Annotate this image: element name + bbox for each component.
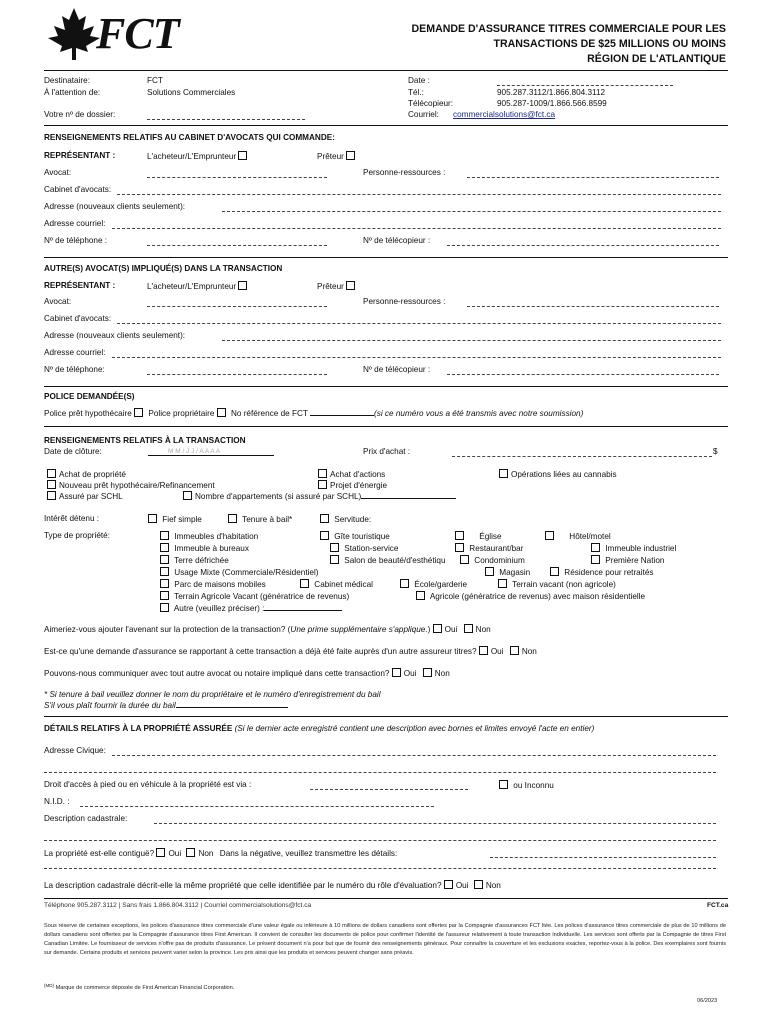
q-contact-other-yes-label: Oui — [403, 669, 417, 678]
price-currency: $ — [713, 447, 718, 456]
file-number-field[interactable] — [147, 119, 305, 120]
type-apartments-checkbox[interactable] — [183, 491, 192, 500]
s1-lawyer-label: Avocat: — [44, 168, 72, 177]
pt-condo[interactable] — [460, 555, 525, 565]
s1-email-field[interactable] — [112, 228, 721, 229]
q-prior-insurer-no-checkbox[interactable] — [510, 646, 519, 655]
type-refinance-checkbox[interactable] — [47, 480, 56, 489]
s1-rep-lender-label: Prêteur — [317, 152, 344, 161]
s1-rep-buyer-checkbox[interactable] — [238, 151, 247, 160]
contiguous-details-field[interactable] — [490, 857, 716, 858]
contiguous-question — [44, 848, 397, 858]
pt-store-checkbox[interactable] — [485, 567, 494, 576]
cadastral-field[interactable] — [154, 823, 716, 824]
access-field[interactable] — [310, 789, 468, 790]
title-line-1: DEMANDE D'ASSURANCE TITRES COMMERCIALE POUR LES — [411, 23, 726, 35]
pt-other-label: Autre (veuillez préciser) : — [173, 604, 265, 613]
type-purchase-checkbox[interactable] — [47, 469, 56, 478]
pt-office-label: Immeuble à bureaux — [174, 544, 249, 553]
q-endorsement-yes-label: Oui — [444, 625, 458, 634]
pt-school-label: École/garderie — [414, 580, 468, 589]
pt-school-checkbox[interactable] — [400, 579, 409, 588]
pt-mobile-home[interactable] — [160, 579, 266, 589]
cadastral-label: Description cadastrale: — [44, 814, 128, 823]
s2-contact-label: Personne-ressources : — [363, 297, 446, 306]
s1-phone-field[interactable] — [147, 245, 327, 246]
s2-rep-buyer-label: L'acheteur/L'Emprunteur — [147, 282, 237, 291]
pt-bnb-checkbox[interactable] — [320, 531, 329, 540]
pt-church-checkbox[interactable] — [455, 531, 464, 540]
pt-office[interactable] — [160, 543, 249, 553]
price-field[interactable] — [452, 456, 712, 457]
type-shares[interactable] — [318, 469, 385, 479]
footer-disclaimer: Sous réserve de certaines exceptions, les polices d'assurance titres commerciale d'une valeur égale ou inférieure à 10 millions de dollars canadiens sont offertes par la Compagnie d'assurances FCT ltée. Les polices d'assurance titres commerciale de plus de 10 millions de dollars canadiens sont offertes par la Compagnie d'assurance titres First American. Il convient de consulter les documents de police pour confirmer l'identité de l'assureur relativement à toute transaction individuelle. Les services sont offerts par la Compagnie de titres First Canadian Limitée. Le fournisseur de services n'offre pas de produits d'assurance. Le présent document n'a pour but que de fournir des renseignements généraux. Pour connaître la couverture et les exclusions exactes, reportez-vous à la police. Des exemplaires sont fournis sur demande. Certains produits et services peuvent varier selon la province. Les prix ainsi que les produits et services peuvent changer sans préavis. — [44, 923, 726, 956]
fax-label: Télécopieur: — [408, 99, 454, 108]
lease-note-2 — [44, 701, 288, 710]
pt-retirement-label: Résidence pour retraités — [564, 568, 654, 577]
pt-cleared-land-checkbox[interactable] — [160, 555, 169, 564]
pt-farm-house[interactable] — [416, 591, 645, 601]
interest-servitude-checkbox[interactable] — [320, 514, 329, 523]
pt-vacant-farm-label: Terrain Agricole Vacant (génératrice de revenus) — [174, 592, 350, 601]
apartments-count-field[interactable] — [361, 498, 456, 499]
interest-fee-simple[interactable] — [148, 514, 202, 524]
pt-residential-checkbox[interactable] — [160, 531, 169, 540]
trademark-mark: (MD) — [44, 983, 54, 988]
type-cannabis-label: Opérations liées au cannabis — [511, 470, 617, 479]
type-purchase-label: Achat de propriété — [59, 470, 126, 479]
s2-lawyer-label: Avocat: — [44, 297, 72, 306]
title-line-2: TRANSACTIONS DE $25 MILLIONS OU MOINS — [493, 38, 726, 50]
email-link[interactable]: commercialsolutions@fct.ca — [453, 110, 556, 119]
interest-lease[interactable] — [228, 514, 292, 524]
divider — [44, 386, 728, 387]
divider — [44, 125, 728, 126]
s2-address-field[interactable] — [222, 340, 721, 341]
fct-ref-note: (si ce numéro vous a été transmis avec notre soumission) — [374, 409, 584, 418]
access-unknown-checkbox[interactable] — [499, 780, 508, 789]
pt-restaurant-checkbox[interactable] — [455, 543, 464, 552]
pt-other[interactable] — [160, 603, 342, 613]
policy-owner-checkbox[interactable] — [217, 408, 226, 417]
footer-date: 06/2023 — [697, 998, 718, 1004]
pt-restaurant-label: Restaurant/bar — [469, 544, 524, 553]
pt-other-field[interactable] — [264, 610, 342, 611]
section1-heading: RENSEIGNEMENTS RELATIFS AU CABINET D'AVOCATS QUI COMMANDE: — [44, 133, 335, 142]
q-endorsement-note: Une prime supplémentaire s'applique. — [290, 625, 428, 634]
lease-term-field[interactable] — [176, 707, 288, 708]
divider — [44, 898, 728, 899]
q-endorsement-no-checkbox[interactable] — [464, 624, 473, 633]
q-contact-other — [44, 668, 450, 678]
lease-note-1: * Si tenure à bail veuillez donner le nom du propriétaire et le numéro d'enregistrement du bail — [44, 690, 381, 699]
attention-value: Solutions Commerciales — [147, 88, 236, 97]
s1-rep-label: REPRÉSENTANT : — [44, 151, 116, 160]
pt-church[interactable] — [455, 531, 502, 541]
s2-fax-field[interactable] — [447, 374, 719, 375]
q-prior-insurer-yes-checkbox[interactable] — [479, 646, 488, 655]
fct-logo — [46, 6, 206, 62]
email-label: Courriel: — [408, 110, 439, 119]
access-label: Droit d'accès à pied ou en véhicule à la propriété est via : — [44, 780, 252, 789]
s2-firm-label: Cabinet d'avocats: — [44, 314, 112, 323]
type-energy[interactable] — [318, 480, 387, 490]
s2-phone-label: Nº de téléphone: — [44, 365, 105, 374]
section5-heading — [44, 724, 594, 733]
same-property-no-checkbox[interactable] — [474, 880, 483, 889]
q-endorsement-yes-checkbox[interactable] — [433, 624, 442, 633]
pt-bnb-label: Gîte touristique — [334, 532, 390, 541]
attention-label: À l'attention de: — [44, 88, 101, 97]
pt-mobile-home-checkbox[interactable] — [160, 579, 169, 588]
pt-condo-checkbox[interactable] — [460, 555, 469, 564]
s2-rep-lender-label: Prêteur — [317, 282, 344, 291]
pt-gas-station-label: Station-service — [344, 544, 399, 553]
s1-rep-lender[interactable] — [317, 151, 358, 161]
interest-label: Intérêt détenu : — [44, 514, 100, 523]
interest-fee-simple-checkbox[interactable] — [148, 514, 157, 523]
same-property-yes-checkbox[interactable] — [444, 880, 453, 889]
divider — [44, 716, 728, 717]
pt-salon-checkbox[interactable] — [330, 555, 339, 564]
same-property-question — [44, 880, 501, 890]
s2-lawyer-field[interactable] — [147, 306, 327, 307]
pt-medical-checkbox[interactable] — [300, 579, 309, 588]
s1-rep-lender-checkbox[interactable] — [346, 151, 355, 160]
s2-rep-lender[interactable] — [317, 281, 358, 291]
pt-industrial[interactable] — [591, 543, 676, 553]
type-refinance-label: Nouveau prêt hypothécaire/Refinancement — [59, 481, 215, 490]
pt-restaurant[interactable] — [455, 543, 523, 553]
q-endorsement-text: Aimeriez-vous ajouter l'avenant sur la protection de la transaction? ( — [44, 625, 291, 634]
same-property-no-label: Non — [485, 881, 501, 890]
divider — [44, 70, 728, 71]
pt-store-label: Magasin — [499, 568, 531, 577]
civic-field[interactable] — [112, 755, 716, 756]
pt-condo-label: Condominium — [474, 556, 525, 565]
q-contact-other-text: Pouvons-nous communiquer avec tout autre avocat ou notaire impliqué dans cette transaction? — [44, 669, 390, 678]
nid-label: N.I.D. : — [44, 797, 70, 806]
type-schl-checkbox[interactable] — [47, 491, 56, 500]
interest-lease-checkbox[interactable] — [228, 514, 237, 523]
s1-fax-label: Nº de télécopieur : — [363, 236, 431, 245]
s1-email-label: Adresse courriel: — [44, 219, 106, 228]
s1-rep-buyer[interactable] — [147, 151, 250, 161]
policy-mortgage-label: Police prêt hypothécaire — [44, 409, 132, 418]
type-cannabis-checkbox[interactable] — [499, 469, 508, 478]
nid-field[interactable] — [80, 806, 434, 807]
section5-heading-text: DÉTAILS RELATIFS À LA PROPRIÉTÉ ASSURÉE — [44, 724, 233, 733]
policy-options — [44, 408, 583, 418]
interest-lease-label: Tenure à bail* — [242, 515, 293, 524]
type-schl-label: Assuré par SCHL — [59, 492, 123, 501]
s2-rep-buyer[interactable] — [147, 281, 250, 291]
q-prior-insurer-yes-label: Oui — [490, 647, 504, 656]
pt-vacant-land[interactable] — [498, 579, 616, 589]
section4-heading: RENSEIGNEMENTS RELATIFS À LA TRANSACTION — [44, 436, 246, 445]
pt-industrial-label: Immeuble industriel — [605, 544, 677, 553]
pt-mixed-use-label: Usage Mixte (Commerciale/Résidentiel) — [174, 568, 319, 577]
q-prior-insurer — [44, 646, 537, 656]
cadastral-field-2[interactable] — [44, 840, 716, 841]
q-endorsement-close: ) — [427, 625, 431, 634]
pt-hotel-checkbox[interactable] — [545, 531, 554, 540]
pt-salon-label: Salon de beauté/d'esthétiqu — [344, 556, 446, 565]
pt-other-checkbox[interactable] — [160, 603, 169, 612]
s1-firm-label: Cabinet d'avocats: — [44, 185, 112, 194]
section5-heading-note: (Si le dernier acte enregistré contient une description avec bornes et limites envoyé l'acte en entier) — [234, 724, 595, 733]
pt-retirement-checkbox[interactable] — [550, 567, 559, 576]
divider — [44, 426, 728, 427]
pt-vacant-farm[interactable] — [160, 591, 349, 601]
pt-cleared-land[interactable] — [160, 555, 229, 565]
s2-rep-buyer-checkbox[interactable] — [238, 281, 247, 290]
s1-lawyer-field[interactable] — [147, 177, 327, 178]
section2-heading: AUTRE(S) AVOCAT(S) IMPLIQUÉ(S) DANS LA TRANSACTION — [44, 264, 283, 273]
civic-label: Adresse Civique: — [44, 746, 106, 755]
title-line-3: RÉGION DE L'ATLANTIQUE — [587, 53, 726, 65]
pt-industrial-checkbox[interactable] — [591, 543, 600, 552]
s1-fax-field[interactable] — [447, 245, 719, 246]
pt-office-checkbox[interactable] — [160, 543, 169, 552]
pt-farm-house-checkbox[interactable] — [416, 591, 425, 600]
s2-email-label: Adresse courriel: — [44, 348, 106, 357]
type-schl[interactable] — [47, 491, 123, 501]
pt-residential[interactable] — [160, 531, 258, 541]
access-unknown-label: ou Inconnu — [513, 781, 554, 790]
s1-rep-buyer-label: L'acheteur/L'Emprunteur — [147, 152, 237, 161]
s2-address-label: Adresse (nouveaux clients seulement): — [44, 331, 186, 340]
tel-label: Tél.: — [408, 88, 424, 97]
s2-phone-field[interactable] — [147, 374, 327, 375]
pt-mobile-home-label: Parc de maisons mobiles — [174, 580, 266, 589]
s2-contact-field[interactable] — [467, 306, 719, 307]
fax-value: 905.287-1009/1.866.566.8599 — [497, 99, 607, 108]
contiguous-no-checkbox[interactable] — [186, 848, 195, 857]
contiguous-no-label: Non — [198, 849, 214, 858]
type-purchase[interactable] — [47, 469, 126, 479]
trademark-text: Marque de commerce déposée de First American Financial Corporation. — [55, 985, 235, 991]
s2-fax-label: Nº de télécopieur : — [363, 365, 431, 374]
contiguous-details-field-2[interactable] — [44, 868, 716, 869]
same-property-yes-label: Oui — [455, 881, 469, 890]
s2-firm-field[interactable] — [117, 323, 721, 324]
pt-retirement[interactable] — [550, 567, 653, 577]
type-shares-checkbox[interactable] — [318, 469, 327, 478]
interest-servitude-label: Servitude: — [334, 515, 372, 524]
pt-cleared-land-label: Terre défrichée — [174, 556, 229, 565]
pt-first-nation-label: Première Nation — [605, 556, 665, 565]
price-label: Prix d'achat : — [363, 447, 411, 456]
q-endorsement-no-label: Non — [475, 625, 491, 634]
pt-vacant-land-label: Terrain vacant (non agricole) — [512, 580, 616, 589]
pt-mixed-use[interactable] — [160, 567, 319, 577]
policy-mortgage-checkbox[interactable] — [134, 408, 143, 417]
q-prior-insurer-text: Est-ce qu'une demande d'assurance se rapportant à cette transaction a déjà été faite auprès d'un autre assureur titres? — [44, 647, 477, 656]
q-contact-other-yes-checkbox[interactable] — [392, 668, 401, 677]
pt-first-nation[interactable] — [591, 555, 664, 565]
q-endorsement — [44, 624, 491, 634]
lease-note-2-text: S'il vous plaît fournir la durée du bail — [44, 701, 176, 710]
file-number-label: Votre nº de dossier: — [44, 110, 116, 119]
interest-fee-simple-label: Fief simple — [162, 515, 202, 524]
type-cannabis[interactable] — [499, 469, 617, 479]
recipient-value: FCT — [147, 76, 163, 85]
pt-church-label: Église — [479, 532, 502, 541]
pt-bnb[interactable] — [320, 531, 390, 541]
s1-contact-label: Personne-ressources : — [363, 168, 446, 177]
s2-rep-lender-checkbox[interactable] — [346, 281, 355, 290]
same-property-text: La description cadastrale décrit-elle la même propriété que celle identifiée par le numéro du rôle d'évaluation? — [44, 881, 442, 890]
access-unknown[interactable] — [499, 780, 554, 790]
pt-vacant-farm-checkbox[interactable] — [160, 591, 169, 600]
pt-first-nation-checkbox[interactable] — [591, 555, 600, 564]
contiguous-details-label: Dans la négative, veuillez transmettre les détails: — [219, 849, 398, 858]
pt-medical-label: Cabinet médical — [314, 580, 373, 589]
fct-ref-label: No référence de FCT — [230, 409, 308, 418]
brand-text: FCT — [96, 9, 179, 58]
pt-gas-station-checkbox[interactable] — [330, 543, 339, 552]
s1-firm-field[interactable] — [117, 194, 721, 195]
type-shares-label: Achat d'actions — [330, 470, 386, 479]
type-energy-checkbox[interactable] — [318, 480, 327, 489]
contiguous-text: La propriété est-elle contiguë? — [44, 849, 155, 858]
pt-gas-station[interactable] — [330, 543, 398, 553]
date-label: Date : — [408, 76, 430, 85]
s2-rep-label: REPRÉSENTANT : — [44, 281, 116, 290]
pt-hotel[interactable] — [545, 531, 611, 541]
civic-field-2[interactable] — [44, 772, 716, 773]
s1-address-field[interactable] — [222, 211, 721, 212]
pt-farm-house-label: Agricole (génératrice de revenus) avec maison résidentielle — [429, 592, 646, 601]
contiguous-yes-checkbox[interactable] — [156, 848, 165, 857]
recipient-label: Destinataire: — [44, 76, 90, 85]
s1-contact-field[interactable] — [467, 177, 719, 178]
pt-store[interactable] — [485, 567, 530, 577]
q-prior-insurer-no-label: Non — [521, 647, 537, 656]
type-refinance[interactable] — [47, 480, 215, 490]
pt-residential-label: Immeubles d'habitation — [174, 532, 259, 541]
footer-trademark — [44, 981, 234, 993]
type-apartments-label: Nombre d'appartements (si assuré par SCHL) — [195, 492, 362, 501]
type-apartments[interactable] — [183, 491, 456, 501]
form-title — [412, 22, 726, 67]
type-energy-label: Projet d'énergie — [330, 481, 388, 490]
contiguous-yes-label: Oui — [168, 849, 182, 858]
s1-address-label: Adresse (nouveaux clients seulement): — [44, 202, 186, 211]
pt-vacant-land-checkbox[interactable] — [498, 579, 507, 588]
maple-leaf-icon — [46, 6, 102, 62]
tel-value: 905.287.3112/1.866.804.3112 — [497, 88, 606, 97]
pt-school[interactable] — [400, 579, 467, 589]
pt-salon[interactable] — [330, 555, 446, 565]
divider — [44, 257, 728, 258]
section3-heading: POLICE DEMANDÉE(S) — [44, 392, 135, 401]
pt-mixed-use-checkbox[interactable] — [160, 567, 169, 576]
closing-date-label: Date de clôture: — [44, 447, 102, 456]
q-contact-other-no-checkbox[interactable] — [423, 668, 432, 677]
footer-contact: Téléphone 905.287.3112 | Sans frais 1.866.804.3112 | Courriel commercialsolutions@fct.ca — [44, 902, 312, 909]
property-type-label: Type de propriété: — [44, 531, 110, 540]
fct-ref-field[interactable] — [310, 415, 374, 416]
s1-phone-label: Nº de téléphone : — [44, 236, 108, 245]
policy-owner-label: Police propriétaire — [148, 409, 215, 418]
interest-servitude[interactable] — [320, 514, 371, 524]
closing-date-field[interactable]: M M / J J / A A A A — [148, 448, 274, 456]
q-contact-other-no-label: Non — [434, 669, 450, 678]
date-field[interactable] — [497, 85, 673, 86]
pt-hotel-label: Hôtel/motel — [569, 532, 611, 541]
s2-email-field[interactable] — [112, 357, 721, 358]
footer-site[interactable]: FCT.ca — [707, 902, 729, 909]
pt-medical[interactable] — [300, 579, 373, 589]
